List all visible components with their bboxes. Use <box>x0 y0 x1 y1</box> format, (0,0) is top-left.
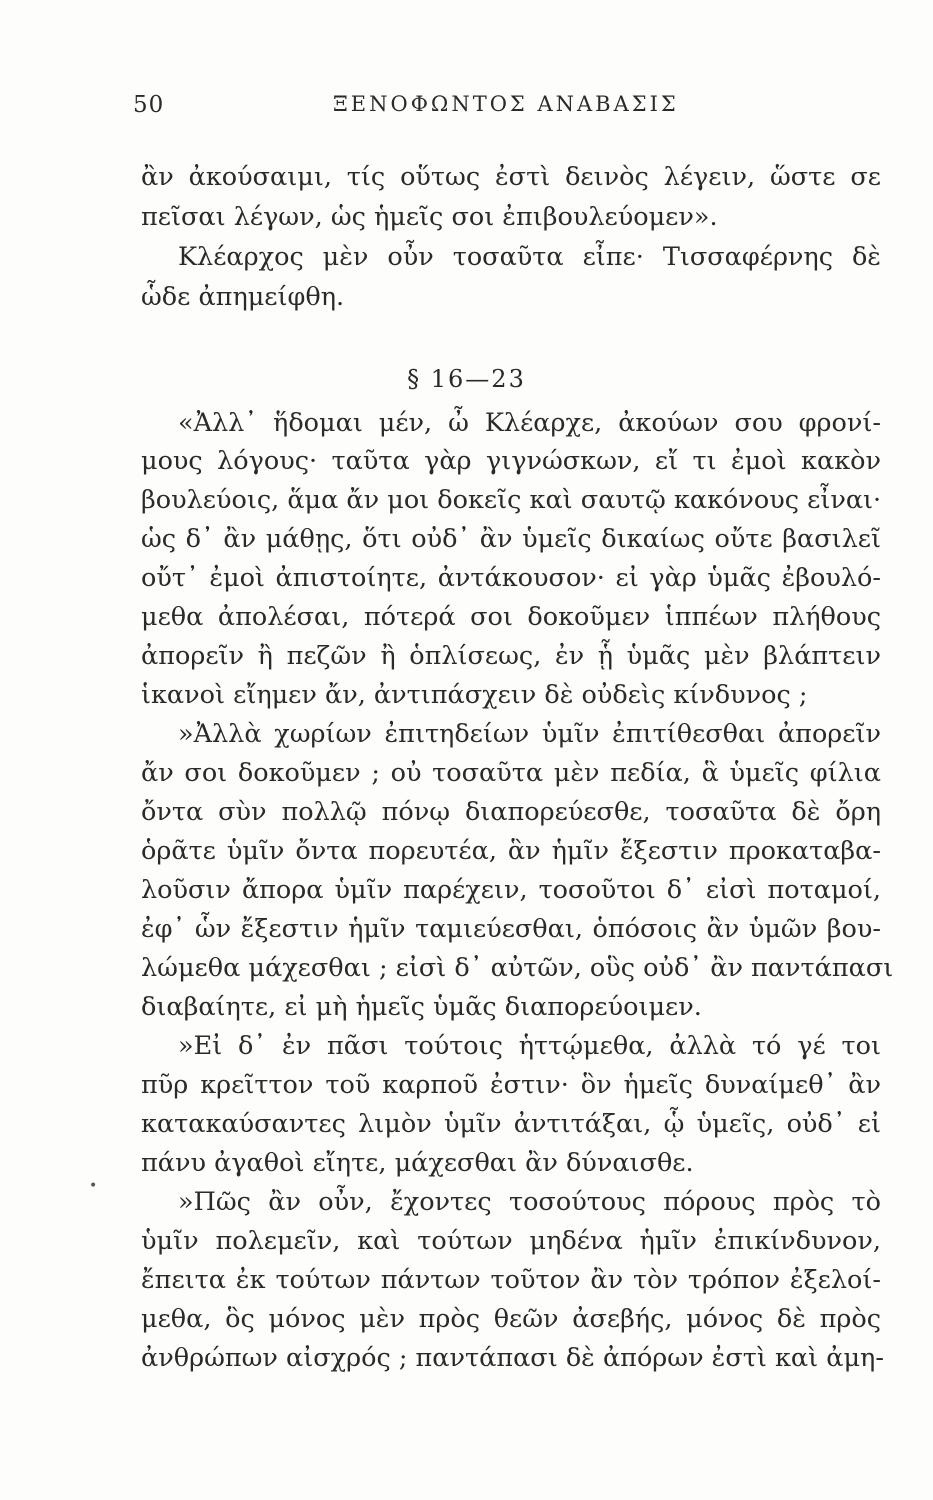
text-line: ὑμῖν πολεμεῖν, καὶ τούτων μηδένα ἡμῖν ἐπικίνδυνον, <box>141 1226 881 1256</box>
text-line: ἄν σοι δοκοῦμεν ; οὐ τοσαῦτα μὲν πεδία, ἃ ὑμεῖς φίλια <box>141 758 881 788</box>
page-number: 50 <box>133 92 165 118</box>
text-line: ἂν ἀκούσαιμι, τίς οὕτως ἐστὶ δεινὸς λέγειν, ὥστε σε <box>141 162 881 192</box>
text-line: ἀπορεῖν ἢ πεζῶν ἢ ὁπλίσεως, ἐν ᾗ ὑμᾶς μὲν βλάπτειν <box>141 641 881 671</box>
text-line: οὔτ᾽ ἐμοὶ ἀπιστοίητε, ἀντάκουσον· εἰ γὰρ ὑμᾶς ἐβουλό- <box>141 563 881 593</box>
text-line: »Πῶς ἂν οὖν, ἔχοντες τοσούτους πόρους πρὸς τὸ <box>178 1187 881 1217</box>
text-line: βουλεύοις, ἅμα ἄν μοι δοκεῖς καὶ σαυτῷ κακόνους εἶναι· <box>141 485 882 515</box>
text-line: πάνυ ἀγαθοὶ εἴητε, μάχεσθαι ἂν δύναισθε. <box>141 1148 694 1178</box>
text-line: »Εἰ δ᾽ ἐν πᾶσι τούτοις ἡττῴμεθα, ἀλλὰ τό γέ τοι <box>178 1031 881 1061</box>
text-line: μεθα, ὃς μόνος μὲν πρὸς θεῶν ἀσεβής, μόνος δὲ πρὸς <box>141 1304 881 1334</box>
text-line: μους λόγους· ταῦτα γὰρ γιγνώσκων, εἴ τι ἐμοὶ κακὸν <box>141 446 881 476</box>
text-line: μεθα ἀπολέσαι, πότερά σοι δοκοῦμεν ἱππέων πλήθους <box>141 602 881 632</box>
text-line: διαβαίητε, εἰ μὴ ἡμεῖς ὑμᾶς διαπορεύοιμεν. <box>141 992 702 1022</box>
text-line: πῦρ κρεῖττον τοῦ καρποῦ ἐστιν· ὃν ἡμεῖς δυναίμεθ᾽ ἂν <box>141 1070 881 1100</box>
text-line: λοῦσιν ἄπορα ὑμῖν παρέχειν, τοσοῦτοι δ᾽ εἰσὶ ποταμοί, <box>141 875 881 905</box>
text-line: ἔπειτα ἐκ τούτων πάντων τοῦτον ἂν τὸν τρόπον ἐξελοί- <box>141 1265 881 1295</box>
text-line: πεῖσαι λέγων, ὡς ἡμεῖς σοι ἐπιβουλεύομεν». <box>141 202 718 232</box>
text-line: ὁρᾶτε ὑμῖν ὄντα πορευτέα, ἃν ἡμῖν ἔξεστιν προκαταβα- <box>141 836 881 866</box>
section-heading: § 16—23 <box>407 365 526 393</box>
running-title: ΞΕΝΟΦΩΝΤΟΣ ΑΝΑΒΑΣΙΣ <box>333 92 679 116</box>
text-line: ἐφ᾽ ὧν ἔξεστιν ἡμῖν ταμιεύεσθαι, ὁπόσοις ἂν ὑμῶν βου- <box>141 914 881 944</box>
text-line: λώμεθα μάχεσθαι ; εἰσὶ δ᾽ αὐτῶν, οὓς οὐδ᾽ ἂν παντάπασι <box>141 953 894 983</box>
text-line: »Ἀλλὰ χωρίων ἐπιτηδείων ὑμῖν ἐπιτίθεσθαι ἀπορεῖν <box>178 719 881 749</box>
margin-mark: • <box>89 1178 98 1194</box>
text-line: ὡς δ᾽ ἂν μάθῃς, ὅτι οὐδ᾽ ἂν ὑμεῖς δικαίως οὔτε βασιλεῖ <box>141 524 881 554</box>
text-line: κατακαύσαντες λιμὸν ὑμῖν ἀντιτάξαι, ᾧ ὑμεῖς, οὐδ᾽ εἰ <box>141 1109 881 1139</box>
text-line: «Ἀλλ᾽ ἥδομαι μέν, ὦ Κλέαρχε, ἀκούων σου φρονί- <box>178 408 881 438</box>
text-line: ὄντα σὺν πολλῷ πόνῳ διαπορεύεσθε, τοσαῦτα δὲ ὄρη <box>141 797 881 827</box>
text-line: ἱκανοὶ εἴημεν ἄν, ἀντιπάσχειν δὲ οὐδεὶς κίνδυνος ; <box>141 680 808 710</box>
text-line: ἀνθρώπων αἰσχρός ; παντάπασι δὲ ἀπόρων ἐστὶ καὶ ἀμη- <box>141 1343 884 1373</box>
text-line: ὧδε ἀπημείφθη. <box>141 282 345 312</box>
page-header <box>133 92 803 128</box>
text-line: Κλέαρχος μὲν οὖν τοσαῦτα εἶπε· Τισσαφέρνης δὲ <box>178 242 881 272</box>
